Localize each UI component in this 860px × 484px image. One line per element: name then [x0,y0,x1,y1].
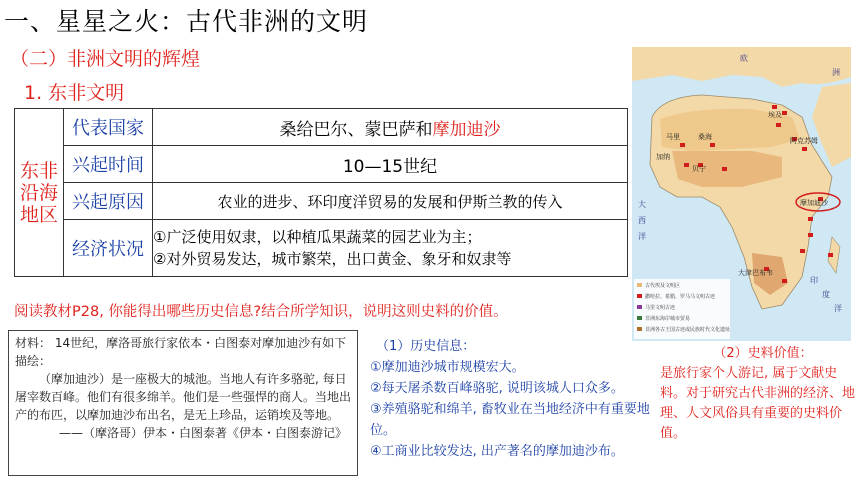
legend-item: 古代埃及文明区 [645,283,681,289]
value-economy [153,220,628,277]
map-label-europe: 欧 [740,54,748,63]
material-source: ——（摩洛哥）伊本・白图泰著《伊本・白图泰游记》 [58,426,347,440]
subtitle: （二）非洲文明的辉煌 [10,48,201,70]
question-prompt: 阅读教材P28, 你能得出哪些历史信息?结合所学知识，说明这则史料的价值。 [14,304,508,320]
ocean-right-2: 度 [822,290,830,299]
site-marker [710,143,715,147]
legend-item: 非洲东海岸城市贸易 [645,316,691,322]
value-heading: （2）史料价值： [713,346,813,361]
economy-line-1: ①广泛使用奴隶，以种植瓜果蔬菜的园艺业为主； [153,228,482,246]
site-marker [722,167,727,171]
site-marker [828,253,833,257]
map-label-ghana: 加纳 [656,153,670,161]
countries-text: 桑给巴尔、蒙巴萨和 [279,119,433,140]
site-marker [680,143,685,147]
region-cell [15,109,64,277]
info-item: ④工商业比较发达, 出产著名的摩加迪沙布。 [370,444,624,459]
key-economy: 经济状况 [64,220,153,277]
region-line-2: 沿海 [19,181,58,204]
key-countries: 代表国家 [64,109,153,146]
legend-swatch [637,294,642,298]
ocean-left-3: 洋 [638,232,646,241]
site-marker [800,249,805,253]
site-marker [782,111,787,115]
region-line-3: 地区 [19,203,58,226]
map-label-axum: 阿克苏姆 [790,137,818,145]
east-africa-table [14,108,628,277]
material-intro: 材料： 14世纪，摩洛哥旅行家依本・白图泰对摩加迪沙有如下描绘： [15,336,347,368]
info-item: ①摩加迪沙城市规模宏大。 [370,360,525,375]
value-period: 10—15世纪 [153,146,628,183]
value-countries [153,109,628,146]
map-label-songhai: 桑海 [698,133,712,141]
key-reason: 兴起原因 [64,183,153,220]
map-label-mogadishu: 摩加迪沙 [800,199,828,207]
value-text: 是旅行家个人游记, 属于文献史料。对于研究古代非洲的经济、地理、人文风俗具有重要的史料价值。 [660,366,856,441]
historical-value [660,344,856,444]
map-label-zimbabwe: 大津巴布韦 [738,269,773,277]
legend-item: 撒哈拉、希腊、罗马马文明古迹 [645,294,716,300]
map-label-asia: 洲 [832,68,840,77]
economy-line-2: ②对外贸易发达，城市繁荣，出口黄金、象牙和奴隶等 [153,250,512,268]
site-marker [808,217,813,221]
ocean-left-1: 大 [638,200,646,209]
legend-swatch [637,316,642,320]
countries-highlight: 摩加迪沙 [432,119,501,140]
map-legend [634,279,730,339]
info-item: ②每天屠杀数百峰骆驼, 说明该城人口众多。 [370,381,624,396]
info-heading: （1）历史信息： [376,339,476,354]
material-box [8,330,358,476]
historical-info [370,336,665,462]
page-title: 一、星星之火：古代非洲的文明 [4,7,369,36]
site-marker [776,123,781,127]
map-label-mali: 马里 [666,133,680,141]
legend-swatch [637,283,642,287]
material-body: （摩加迪沙）是一座极大的城池。当地人有许多骆驼, 每日屠宰数百峰。他们有很多绵羊。他们是一些强悍的商人。当地出产的布匹，以摩加迪沙布出名，是无上珍品，运销埃及等地。 [15,372,352,422]
section-heading: 1. 东非文明 [24,82,125,104]
ocean-right-3: 洋 [834,304,842,313]
ocean-right-1: 印 [810,276,818,285]
key-period: 兴起时间 [64,146,153,183]
site-marker [684,163,689,167]
map-label-benin: 贝宁 [692,165,706,173]
ocean-left-2: 西 [638,216,646,225]
legend-item: 马里文明古迹 [645,305,676,311]
site-marker [802,147,807,151]
legend-swatch [637,327,642,331]
site-marker [808,233,813,237]
legend-item: 非洲各古王国古迹或民族时代文化遗址 [645,327,731,333]
africa-map [632,47,851,341]
region-line-1: 东非 [19,159,58,182]
value-reason: 农业的进步、环印度洋贸易的发展和伊斯兰教的传入 [153,183,628,220]
info-item: ③养殖骆驼和绵羊, 畜牧业在当地经济中有重要地位。 [370,402,650,438]
map-label-egypt: 埃及 [768,111,782,119]
site-marker [772,105,777,109]
legend-swatch [637,305,642,309]
site-marker [782,279,787,283]
